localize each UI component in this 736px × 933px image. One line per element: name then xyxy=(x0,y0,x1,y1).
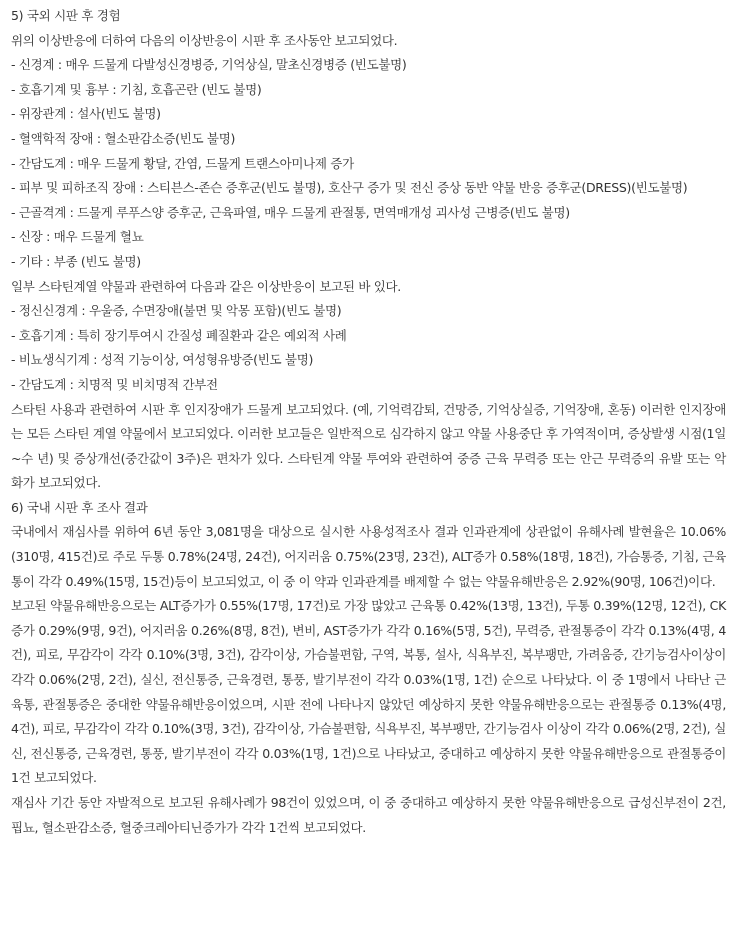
list-item: - 근골격계 : 드물게 루푸스양 증후군, 근육파열, 매우 드물게 관절통, 면역매개성 괴사성 근병증(빈도 불명) xyxy=(11,204,570,220)
section-heading-domestic: 6) 국내 시판 후 조사 결과 xyxy=(11,499,148,515)
cognitive-note-paragraph: 스타틴 사용과 관련하여 시판 후 인지장애가 드물게 보고되었다. (예, 기억력감퇴, 건망증, 기억상실증, 기억장애, 혼동) 이러한 인지장애는 모든 스타틴 계열 약물에서 보고되었다. 이러한 보고들은 일반적으로 심각하지 않고 약물 사용중단 후 가역적이며, 증상발생 시점(1일~수 년) 및 증상개선(중간값이 3주)은 편차가 있다. 스타틴계 약물 투여와 관련하여 중증 근육 무력증 또는 안근 무력증의 유발 또는 악화가 보고되었다. xyxy=(11,401,726,491)
section-heading-overseas: 5) 국외 시판 후 경험 xyxy=(11,8,121,23)
list-item: - 위장관계 : 설사(빈도 불명) xyxy=(11,106,161,122)
list-item: - 정신신경계 : 우울증, 수면장애(불면 및 악몽 포함)(빈도 불명) xyxy=(11,303,342,319)
list-item: - 신장 : 매우 드물게 혈뇨 xyxy=(11,229,144,245)
domestic-paragraph: 국내에서 재심사를 위하여 6년 동안 3,081명을 대상으로 실시한 사용성적조사 결과 인과관계에 상관없이 유해사례 발현율은 10.06%(310명, 415건)로 주로 두통 0.78%(24명, 24건), 어지러움 0.75%(23명, 23건), ALT증가 0.58%(18명, 18건), 가슴통증, 기침, 근육통이 각각 0.49%(15명, 15건)등이 보고되었고, 이 중 이 약과 인과관계를 배제할 수 없는 약물유해반응은 2.92%(90명, 106건)이다. xyxy=(11,524,726,589)
list-item: - 간담도계 : 매우 드물게 황달, 간염, 드물게 트랜스아미나제 증가 xyxy=(11,155,354,171)
list-item: - 혈액학적 장애 : 혈소판감소증(빈도 불명) xyxy=(11,130,236,146)
list-item: - 피부 및 피하조직 장애 : 스티븐스-존슨 증후군(빈도 불명), 호산구 증가 및 전신 증상 동반 약물 반응 증후군(DRESS)(빈도불명) xyxy=(11,180,688,196)
list-item: - 호흡기계 및 흉부 : 기침, 호흡곤란 (빈도 불명) xyxy=(11,81,262,97)
list-item: - 호흡기계 : 특히 장기투여시 간질성 폐질환과 같은 예외적 사례 xyxy=(11,327,347,343)
list-item: - 기타 : 부종 (빈도 불명) xyxy=(11,253,141,269)
statin-intro: 일부 스타틴계열 약물과 관련하여 다음과 같은 이상반응이 보고된 바 있다. xyxy=(11,278,401,294)
list-item: - 비뇨생식기계 : 성적 기능이상, 여성형유방증(빈도 불명) xyxy=(11,352,314,368)
domestic-paragraph: 재심사 기간 동안 자발적으로 보고된 유해사례가 98건이 있었으며, 이 중 중대하고 예상하지 못한 약물유해반응으로 급성신부전이 2건, 핍뇨, 혈소판감소증, 혈중크레아티닌증가가 각각 1건씩 보고되었다. xyxy=(11,795,726,835)
overseas-intro: 위의 이상반응에 더하여 다음의 이상반응이 시판 후 조사동안 보고되었다. xyxy=(11,32,398,48)
list-item: - 간담도계 : 치명적 및 비치명적 간부전 xyxy=(11,376,218,392)
list-item: - 신경계 : 매우 드물게 다발성신경병증, 기억상실, 말초신경병증 (빈도불명) xyxy=(11,57,407,73)
domestic-paragraph: 보고된 약물유해반응으로는 ALT증가가 0.55%(17명, 17건)로 가장 많았고 근육통 0.42%(13명, 13건), 두통 0.39%(12명, 12건), CK증가 0.29%(9명, 9건), 어지러움 0.26%(8명, 8건), 변비, AST증가가 각각 0.16%(5명, 5건), 무력증, 관절통증이 각각 0.13%(4명, 4건), 피로, 무감각이 각각 0.10%(3명, 3건), 감각이상, 가슴불편함, 구역, 복통, 설사, 식욕부진, 복부팽만, 가려움증, 간기능검사이상이 각각 0.06%(2명, 2건), 실신, 전신통증, 근육경련, 통풍, 발기부전이 각각 0.03%(1명, 1건) 순으로 나타났다. 이 중 1명에서 나타난 근육통, 관절통증은 중대한 약물유해반응이었으며, 시판 전에 나타나지 않았던 예상하지 못한 약물유해반응으로는 관절통증 0.13%(4명, 4건), 피로, 무감각이 각각 0.10%(3명, 3건), 감각이상, 가슴불편함, 식욕부진, 복부팽만, 간기능검사 이상이 각각 0.06%(2명, 2건), 실신, 전신통증, 근육경련, 통풍, 발기부전이 각각 0.03%(1명, 1건)으로 나타났고, 중대하고 예상하지 못한 약물유해반응으로 관절통증이 1건 보고되었다. xyxy=(11,598,726,786)
